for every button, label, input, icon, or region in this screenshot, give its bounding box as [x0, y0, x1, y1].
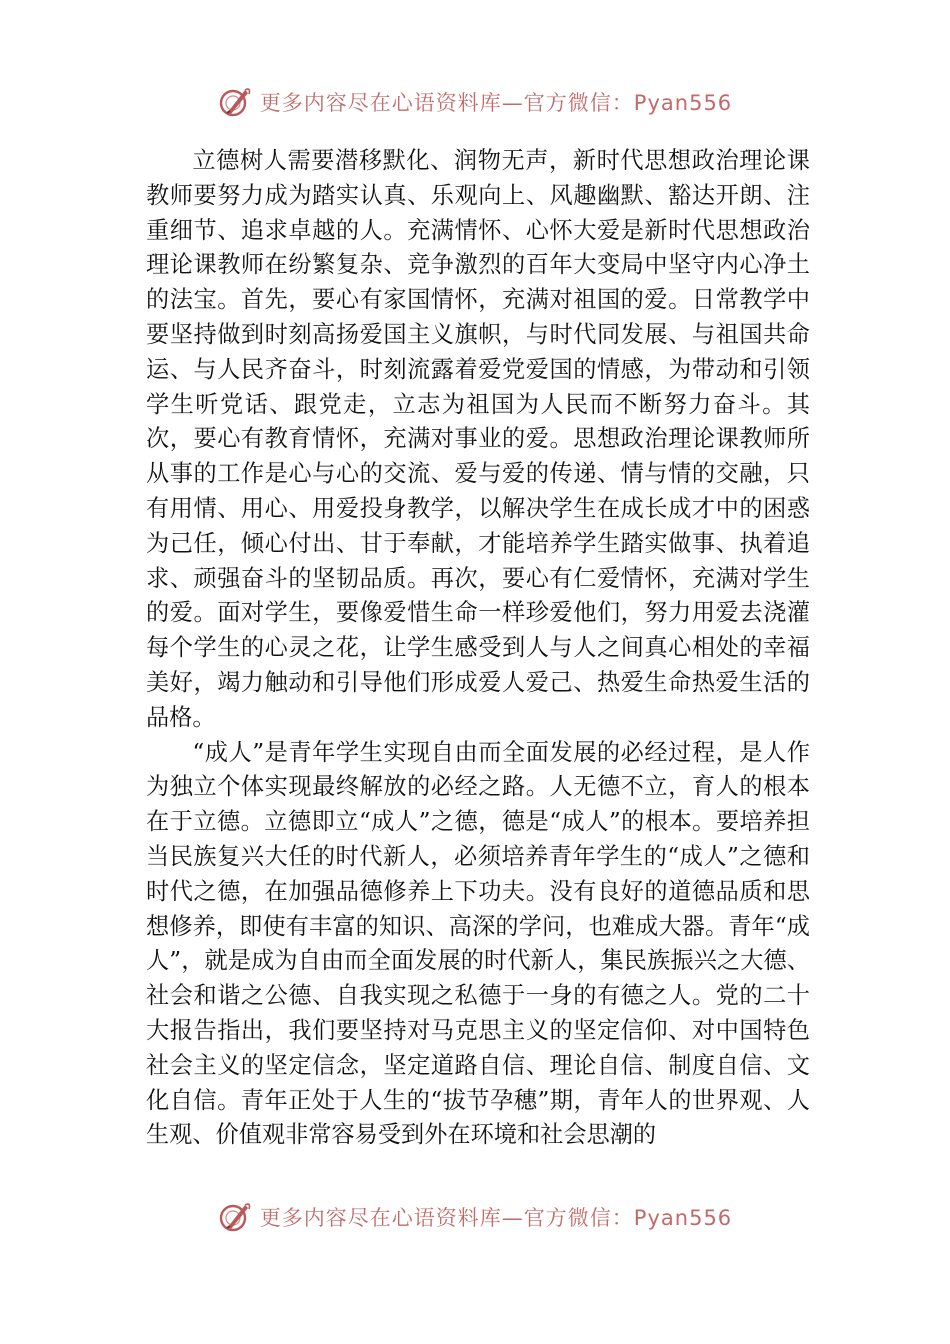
banner-inner: [218, 85, 732, 119]
banner-text: 更多内容尽在心语资料库—官方微信：Pyan556: [259, 1206, 733, 1230]
footer-watermark-banner: [0, 1198, 950, 1242]
quill-pen-logo-icon: [218, 1200, 252, 1234]
header-watermark-banner: [0, 78, 950, 126]
banner-inner: [218, 1200, 732, 1234]
document-body: [146, 144, 810, 1153]
paragraph-2: “成人”是青年学生实现自由而全面发展的必经过程，是人作为独立个体实现最终解放的必经之路。人无德不立，育人的根本在于立德。立德即立“成人”之德，德是“成人”的根本。要培养担当民族复兴大任的时代新人，必须培养青年学生的“成人”之德和时代之德，在加强品德修养上下功夫。没有良好的道德品质和思想修养，即使有丰富的知识、高深的学问，也难成大器。青年“成人”，就是成为自由而全面发展的时代新人，集民族振兴之大德、社会和谐之公德、自我实现之私德于一身的有德之人。党的二十大报告指出，我们要坚持对马克思主义的坚定信仰、对中国特色社会主义的坚定信念，坚定道路自信、理论自信、制度自信、文化自信。青年正处于人生的“拔节孕穗”期，青年人的世界观、人生观、价值观非常容易受到外在环境和社会思潮的: [146, 738, 810, 1149]
quill-pen-logo-icon: [218, 85, 252, 119]
banner-text: 更多内容尽在心语资料库—官方微信：Pyan556: [259, 91, 733, 115]
paragraph-1: 立德树人需要潜移默化、润物无声，新时代思想政治理论课教师要努力成为踏实认真、乐观向上、风趣幽默、豁达开朗、注重细节、追求卓越的人。充满情怀、心怀大爱是新时代思想政治理论课教师在纷繁复杂、竞争激烈的百年大变局中坚守内心净土的法宝。首先，要心有家国情怀，充满对祖国的爱。日常教学中要坚持做到时刻高扬爱国主义旗帜，与时代同发展、与祖国共命运、与人民齐奋斗，时刻流露着爱党爱国的情感，为带动和引领学生听党话、跟党走，立志为祖国为人民而不断努力奋斗。其次，要心有教育情怀，充满对事业的爱。思想政治理论课教师所从事的工作是心与心的交流、爱与爱的传递、情与情的交融，只有用情、用心、用爱投身教学，以解决学生在成长成才中的困惑为己任，倾心付出、甘于奉献，才能培养学生踏实做事、执着追求、顽强奋斗的坚韧品质。再次，要心有仁爱情怀，充满对学生的爱。面对学生，要像爱惜生命一样珍爱他们，努力用爱去浇灌每个学生的心灵之花，让学生感受到人与人之间真心相处的幸福美好，竭力触动和引导他们形成爱人爱己、热爱生命热爱生活的品格。: [146, 147, 810, 731]
